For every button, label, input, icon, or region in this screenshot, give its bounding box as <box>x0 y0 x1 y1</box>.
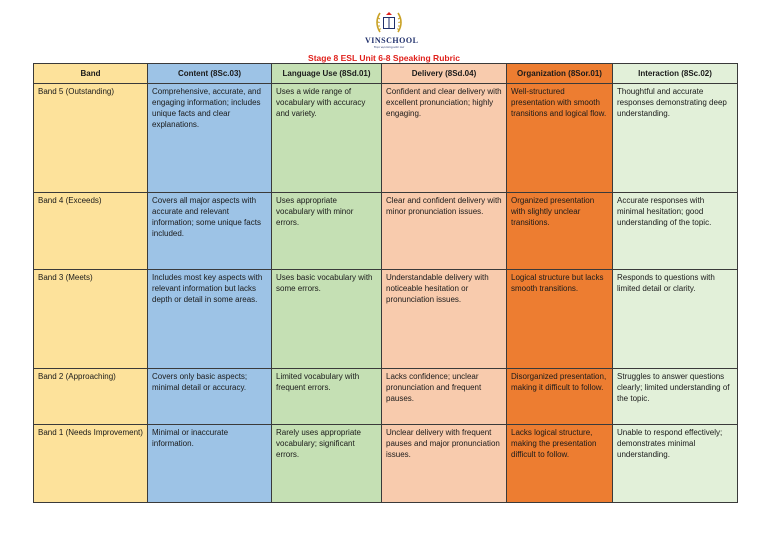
content-cell: Covers only basic aspects; minimal detail or accuracy. <box>148 369 272 425</box>
content-cell: Includes most key aspects with relevant information but lacks depth or detail in some areas. <box>148 270 272 369</box>
delivery-cell: Lacks confidence; unclear pronunciation and frequent pauses. <box>382 369 507 425</box>
delivery-cell: Clear and confident delivery with minor pronunciation issues. <box>382 193 507 270</box>
table-row <box>34 193 738 270</box>
organization-cell: Well-structured presentation with smooth transitions and logical flow. <box>507 84 613 193</box>
interaction-cell: Struggles to answer questions clearly; limited understanding of the topic. <box>613 369 738 425</box>
header-row <box>34 64 738 84</box>
language-use-cell: Rarely uses appropriate vocabulary; significant errors. <box>272 425 382 503</box>
header-delivery: Delivery (8Sd.04) <box>382 64 507 84</box>
delivery-cell: Confident and clear delivery with excellent pronunciation; highly engaging. <box>382 84 507 193</box>
content-cell: Minimal or inaccurate information. <box>148 425 272 503</box>
interaction-cell: Responds to questions with limited detail or clarity. <box>613 270 738 369</box>
language-use-cell: Uses a wide range of vocabulary with accuracy and variety. <box>272 84 382 193</box>
logo-tagline: Trọn vẹn từng ước mơ <box>373 45 405 49</box>
school-logo <box>365 10 419 56</box>
organization-cell: Organized presentation with slightly unclear transitions. <box>507 193 613 270</box>
organization-cell: Logical structure but lacks smooth transitions. <box>507 270 613 369</box>
interaction-cell: Unable to respond effectively; demonstrates minimal understanding. <box>613 425 738 503</box>
table-row <box>34 369 738 425</box>
language-use-cell: Uses appropriate vocabulary with minor errors. <box>272 193 382 270</box>
header-organization: Organization (8Sor.01) <box>507 64 613 84</box>
language-use-cell: Uses basic vocabulary with some errors. <box>272 270 382 369</box>
delivery-cell: Understandable delivery with noticeable hesitation or pronunciation issues. <box>382 270 507 369</box>
table-row <box>34 425 738 503</box>
table-row <box>34 270 738 369</box>
band-cell: Band 2 (Approaching) <box>34 369 148 425</box>
content-cell: Covers all major aspects with accurate and relevant information; some unique facts included. <box>148 193 272 270</box>
delivery-cell: Unclear delivery with frequent pauses and major pronunciation issues. <box>382 425 507 503</box>
organization-cell: Disorganized presentation, making it difficult to follow. <box>507 369 613 425</box>
header-interaction: Interaction (8Sc.02) <box>613 64 738 84</box>
organization-cell: Lacks logical structure, making the presentation difficult to follow. <box>507 425 613 503</box>
laurel-book-icon <box>374 10 404 36</box>
content-cell: Comprehensive, accurate, and engaging information; includes unique facts and clear explanations. <box>148 84 272 193</box>
band-cell: Band 4 (Exceeds) <box>34 193 148 270</box>
logo-name: VINSCHOOL <box>365 36 419 45</box>
language-use-cell: Limited vocabulary with frequent errors. <box>272 369 382 425</box>
header-band: Band <box>34 64 148 84</box>
header-content: Content (8Sc.03) <box>148 64 272 84</box>
band-cell: Band 1 (Needs Improvement) <box>34 425 148 503</box>
header-language-use: Language Use (8Sd.01) <box>272 64 382 84</box>
interaction-cell: Accurate responses with minimal hesitation; good understanding of the topic. <box>613 193 738 270</box>
interaction-cell: Thoughtful and accurate responses demonstrating deep understanding. <box>613 84 738 193</box>
band-cell: Band 5 (Outstanding) <box>34 84 148 193</box>
table-row <box>34 84 738 193</box>
band-cell: Band 3 (Meets) <box>34 270 148 369</box>
page-title: Stage 8 ESL Unit 6-8 Speaking Rubric <box>308 53 460 63</box>
rubric-table <box>33 63 738 503</box>
